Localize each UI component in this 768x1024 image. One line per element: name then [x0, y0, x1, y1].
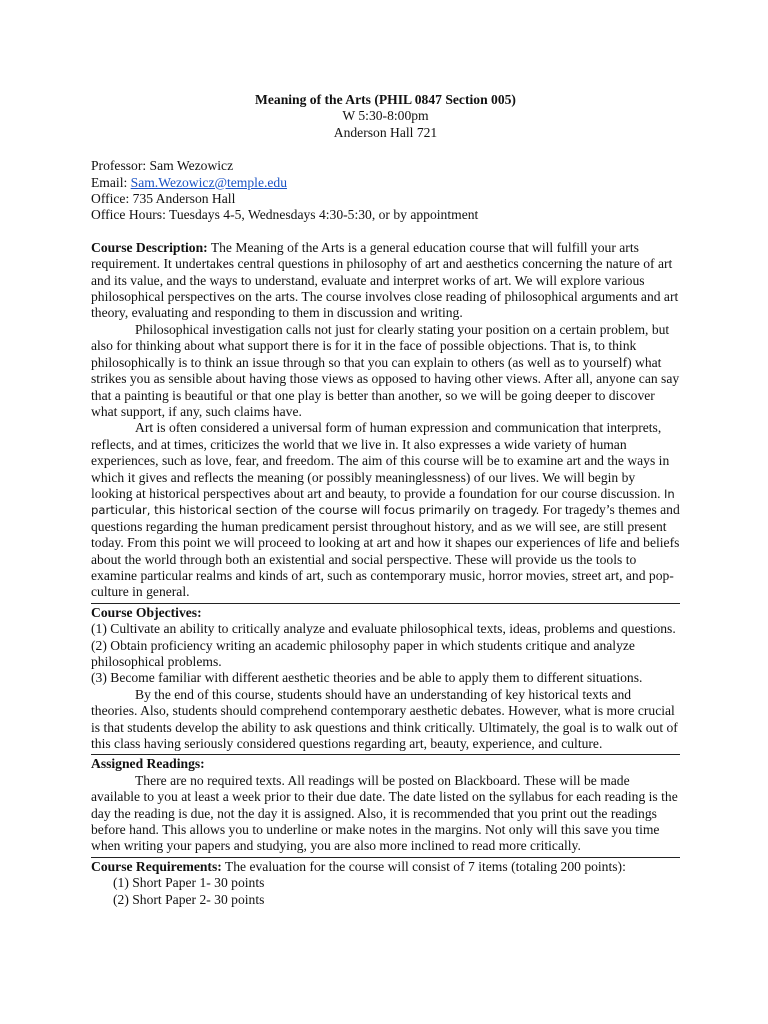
requirements-intro — [91, 859, 680, 875]
document-header — [91, 92, 680, 141]
objectives-paragraph: By the end of this course, students should have an understanding of key historical texts and theories. Also, students should comprehend contemporary aesthetic debates. However, what is more crucial is that students develop the ability to ask questions and think critically. Ultimately, the goal is to walk out of this class having seriously considered questions regarding art, beauty, experience, and culture. — [91, 686, 678, 752]
professor-line: Professor: Sam Wezowicz — [91, 158, 234, 174]
office-hours-line: Office Hours: Tuesdays 4-5, Wednesdays 4:30-5:30, or by appointment — [91, 207, 479, 223]
requirement-item: (2) Short Paper 2- 30 points — [113, 891, 265, 907]
requirements-list — [91, 875, 680, 908]
description-text-3c: For tragedy’s themes and questions regarding the human predicament persist throughout history, and as we will see, are still present today. From this point we will proceed to looking at art and how it shapes our experiences of life and beliefs about the world through both an existential and social perspective. These will provide us the tools to examine particular realms and kinds of art, such as contemporary music, horror movies, street art, and pop-culture in general. — [91, 502, 680, 600]
objective-1: (1) Cultivate an ability to critically analyze and evaluate philosophical texts, ideas, problems and questions. — [91, 621, 676, 637]
course-title: Meaning of the Arts (PHIL 0847 Section 005) — [255, 92, 516, 107]
office-line: Office: 735 Anderson Hall — [91, 191, 236, 207]
readings-heading: Assigned Readings: — [91, 756, 205, 772]
course-requirements-section — [91, 857, 680, 908]
description-paragraph-1 — [91, 240, 680, 322]
email-label: Email: — [91, 174, 131, 190]
objective-2: (2) Obtain proficiency writing an academic philosophy paper in which students critique and analyze philosophical problems. — [91, 637, 635, 669]
course-time: W 5:30-8:00pm — [342, 108, 429, 124]
email-link[interactable]: Sam.Wezowicz@temple.edu — [130, 174, 288, 190]
instructor-info — [91, 158, 680, 224]
assigned-readings-section — [91, 754, 680, 854]
description-paragraph-3 — [91, 420, 680, 600]
description-paragraph-2: Philosophical investigation calls not just for clearly stating your position on a certain problem, but also for thinking about what support there is for it in the face of possible objections. That is, to think philosophically is to think an issue through so that you can explain to others (as well as to yourself) what strikes you as sensible about having those views as opposed to having other views. After all, anyone can say that a painting is beautiful or that one play is better than another, so we will be going deeper to discover what support, if any, such claims have. — [91, 321, 680, 419]
objectives-heading: Course Objectives: — [91, 604, 202, 620]
requirement-item: (1) Short Paper 1- 30 points — [113, 875, 265, 891]
requirements-intro-text: The evaluation for the course will consist of 7 items (totaling 200 points): — [221, 858, 626, 874]
requirements-heading: Course Requirements: — [91, 858, 222, 874]
description-heading: Course Description: — [91, 239, 208, 255]
readings-paragraph: There are no required texts. All readings will be posted on Blackboard. These will be made available to you at least a week prior to their due date. The date listed on the syllabus for each reading is the day the reading is due, not the day it is assigned. Also, it is recommended that you print out the readings before hand. This allows you to underline or make notes in the margins. Not only will this save you time when writing your papers and studying, you are also more inclined to read more critically. — [91, 772, 678, 854]
email-line — [91, 175, 680, 191]
description-text-3b: In particular, this historical section of the course will focus primarily on tragedy. — [91, 486, 675, 518]
description-text-1: The Meaning of the Arts is a general education course that will fulfill your arts requirement. It undertakes central questions in philosophy of art and aesthetics concerning the nature of art and its value, and the ways to understand, evaluate and interpret works of art. We will explore various philosophical perspectives on the arts. The course involves close reading of philosophical arguments and art theory, evaluating and responding to them in discussion and writing. — [91, 239, 679, 321]
course-objectives-section — [91, 603, 680, 753]
course-description-section — [91, 240, 680, 601]
description-text-3a: Art is often considered a universal form of human expression and communication that interprets, reflects, and at times, criticizes the world that we live in. It also expresses a wide variety of human experiences, such as love, fear, and freedom. The aim of this course will be to examine art and the ways in which it gives and reflects the meaning (or possibly meaninglessness) of our lives. We will begin by looking at historical perspectives about art and beauty, to provide a foundation for our course discussion. — [91, 420, 670, 501]
course-location: Anderson Hall 721 — [333, 124, 438, 140]
objective-3: (3) Become familiar with different aesthetic theories and be able to apply them to different situations. — [91, 670, 643, 686]
